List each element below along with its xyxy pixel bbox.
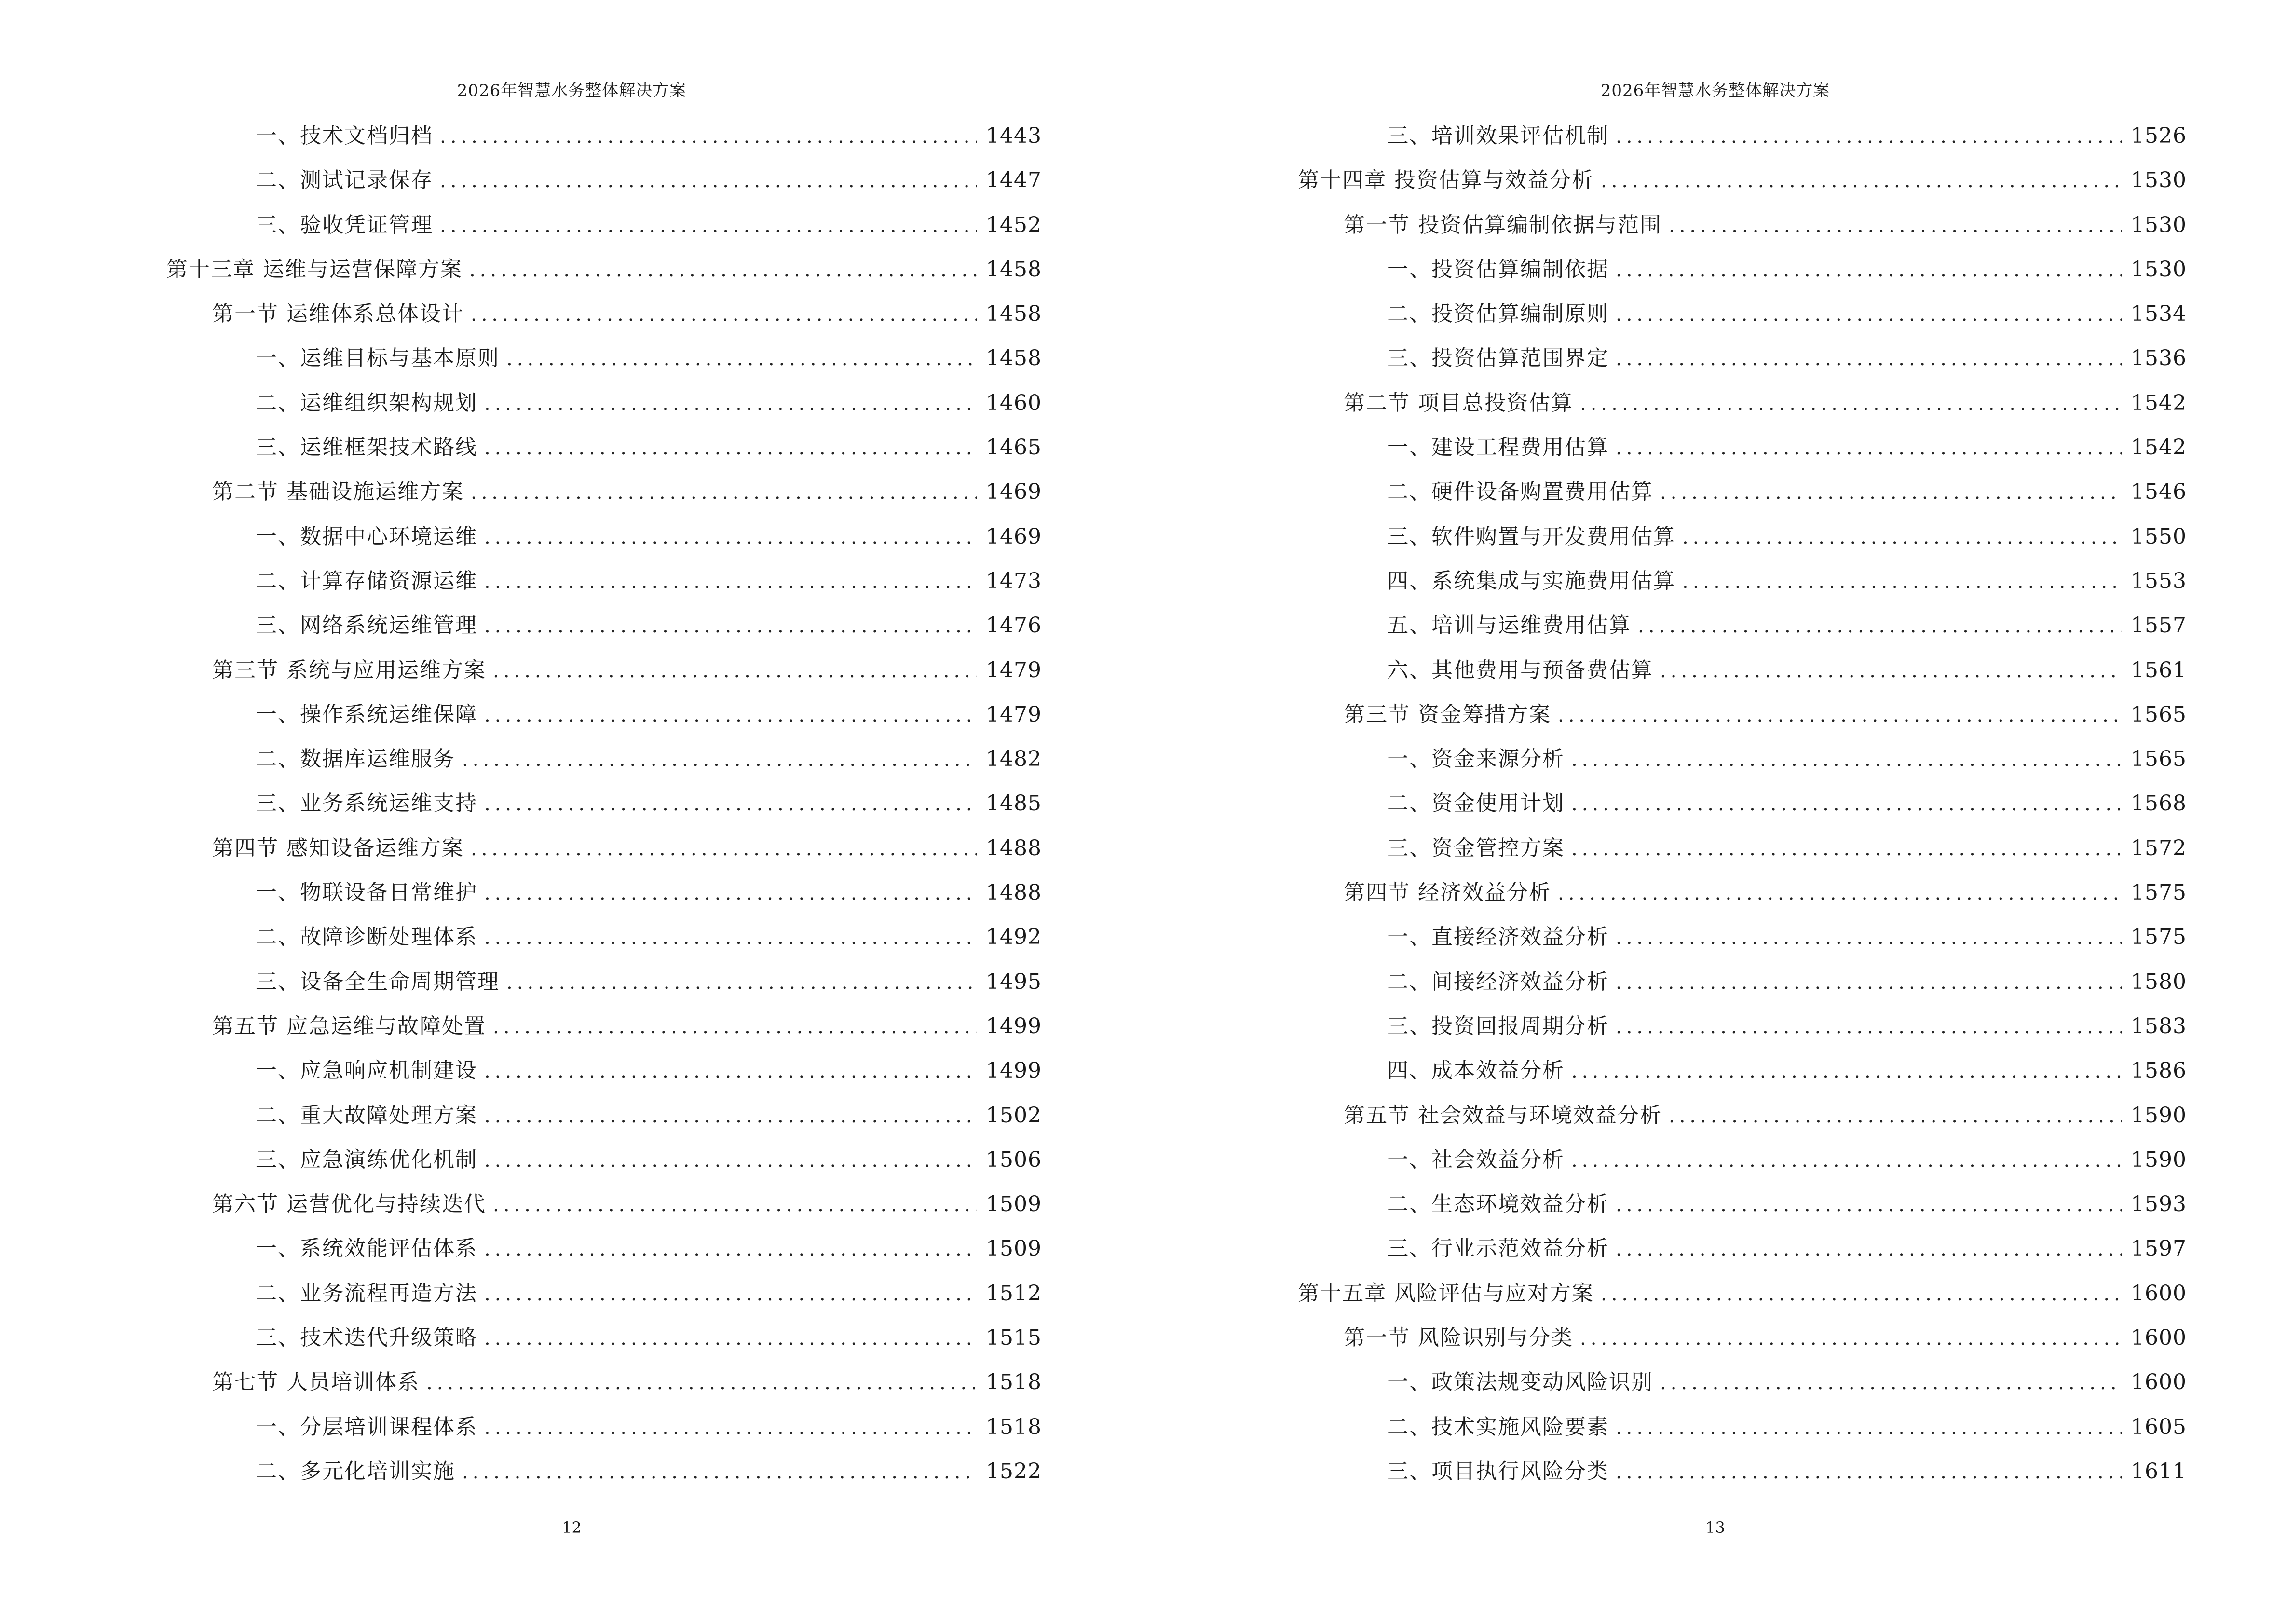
- toc-entry-title: 二、投资估算编制原则: [1387, 301, 1609, 327]
- toc-entry-title: 三、行业示范效益分析: [1387, 1236, 1609, 1261]
- toc-entry-page: 1502: [986, 1103, 1042, 1128]
- dot-leader: [493, 1194, 977, 1216]
- dot-leader: [484, 704, 977, 726]
- toc-entry-title: 二、间接经济效益分析: [1387, 969, 1609, 994]
- toc-entry-item[interactable]: [166, 118, 1042, 163]
- toc-entry-title: 第十五章 风险评估与应对方案: [1298, 1281, 1594, 1306]
- toc-entry-title: 第七节 人员培训体系: [212, 1370, 420, 1395]
- toc-entry-title: 三、设备全生命周期管理: [256, 969, 500, 994]
- toc-entry-item[interactable]: [166, 163, 1042, 207]
- dot-leader: [1571, 1149, 2122, 1172]
- toc-entry-section[interactable]: [1298, 207, 2187, 252]
- dot-leader: [1616, 1417, 2122, 1439]
- toc-entry-chapter[interactable]: [1298, 1276, 2187, 1320]
- toc-entry-page: 1458: [986, 257, 1042, 282]
- running-header: 2026年智慧水务整体解决方案: [457, 81, 687, 100]
- toc-entry-item[interactable]: [1298, 653, 2187, 697]
- toc-entry-title: 第二节 项目总投资估算: [1344, 390, 1573, 415]
- toc-entry-item[interactable]: [1298, 608, 2187, 652]
- dot-leader: [1616, 259, 2122, 281]
- toc-entry-page: 1575: [2131, 925, 2187, 950]
- toc-entry-title: 二、多元化培训实施: [256, 1459, 455, 1484]
- toc-entry-section[interactable]: [1298, 1320, 2187, 1365]
- dot-leader: [462, 749, 977, 771]
- toc-entry-page: 1590: [2131, 1147, 2187, 1172]
- toc-entry-item[interactable]: [1298, 831, 2187, 875]
- toc-entry-page: 1565: [2131, 702, 2187, 727]
- toc-entry-page: 1518: [986, 1414, 1042, 1439]
- toc-entry-page: 1605: [2131, 1414, 2187, 1439]
- dot-leader: [440, 215, 977, 237]
- dot-leader: [484, 1327, 977, 1350]
- toc-entry-item[interactable]: [1298, 786, 2187, 830]
- toc-entry-section[interactable]: [166, 1365, 1042, 1409]
- toc-entry-page: 1476: [986, 613, 1042, 638]
- toc-entry-page: 1534: [2131, 301, 2187, 327]
- toc-entry-page: 1536: [2131, 346, 2187, 371]
- toc-entry-item[interactable]: [166, 207, 1042, 252]
- dot-leader: [484, 437, 977, 459]
- toc-entry-title: 一、分层培训课程体系: [256, 1414, 477, 1439]
- toc-entry-title: 一、建设工程费用估算: [1387, 435, 1609, 460]
- toc-entry-title: 三、验收凭证管理: [256, 212, 433, 237]
- toc-entry-section[interactable]: [166, 653, 1042, 697]
- toc-entry-title: 二、资金使用计划: [1387, 791, 1565, 816]
- toc-entry-page: 1593: [2131, 1192, 2187, 1217]
- toc-entry-item[interactable]: [166, 608, 1042, 652]
- toc-entry-section[interactable]: [166, 296, 1042, 341]
- dot-leader: [1616, 1194, 2122, 1216]
- dot-leader: [1682, 571, 2122, 593]
- toc-entry-page: 1600: [2131, 1281, 2187, 1306]
- toc-entry-title: 二、运维组织架构规划: [256, 390, 477, 415]
- toc-entry-item[interactable]: [1298, 1454, 2187, 1498]
- toc-entry-page: 1447: [986, 168, 1042, 193]
- dot-leader: [440, 125, 977, 148]
- dot-leader: [1601, 170, 2122, 192]
- toc-entry-title: 第四节 感知设备运维方案: [212, 835, 464, 860]
- dot-leader: [471, 303, 977, 326]
- toc-entry-title: 一、物联设备日常维护: [256, 880, 477, 905]
- dot-leader: [471, 838, 977, 860]
- toc-list: [166, 118, 1042, 1484]
- toc-entry-page: 1590: [2131, 1103, 2187, 1128]
- dot-leader: [1558, 704, 2122, 726]
- dot-leader: [484, 393, 977, 415]
- toc-entry-page: 1583: [2131, 1013, 2187, 1038]
- toc-entry-item[interactable]: [166, 341, 1042, 385]
- toc-entry-page: 1553: [2131, 568, 2187, 593]
- toc-entry-page: 1485: [986, 791, 1042, 816]
- toc-entry-title: 一、技术文档归档: [256, 123, 433, 148]
- dot-leader: [1660, 1372, 2122, 1394]
- toc-entry-page: 1530: [2131, 212, 2187, 237]
- toc-entry-section[interactable]: [166, 1187, 1042, 1231]
- toc-entry-title: 第一节 运维体系总体设计: [212, 301, 464, 327]
- dot-leader: [1571, 1060, 2122, 1082]
- toc-entry-page: 1575: [2131, 880, 2187, 905]
- toc-entry-item[interactable]: [166, 519, 1042, 563]
- toc-entry-title: 六、其他费用与预备费估算: [1387, 657, 1653, 682]
- toc-entry-item[interactable]: [166, 697, 1042, 741]
- dot-leader: [1580, 393, 2122, 415]
- toc-entry-item[interactable]: [166, 1409, 1042, 1454]
- toc-entry-title: 三、投资估算范围界定: [1387, 346, 1609, 371]
- toc-entry-title: 一、投资估算编制依据: [1387, 257, 1609, 282]
- dot-leader: [1616, 348, 2122, 370]
- toc-entry-title: 一、数据中心环境运维: [256, 524, 477, 549]
- dot-leader: [1616, 437, 2122, 459]
- toc-entry-item[interactable]: [1298, 1365, 2187, 1409]
- toc-entry-title: 第十三章 运维与运营保障方案: [166, 257, 463, 282]
- toc-entry-page: 1443: [986, 123, 1042, 148]
- toc-entry-page: 1542: [2131, 435, 2187, 460]
- toc-entry-page: 1597: [2131, 1236, 2187, 1261]
- toc-entry-title: 第一节 风险识别与分类: [1344, 1325, 1573, 1351]
- toc-entry-title: 三、应急演练优化机制: [256, 1147, 477, 1172]
- toc-entry-item[interactable]: [1298, 252, 2187, 296]
- toc-entry-item[interactable]: [1298, 430, 2187, 474]
- toc-entry-section[interactable]: [1298, 1098, 2187, 1142]
- toc-entry-title: 第二节 基础设施运维方案: [212, 479, 464, 505]
- dot-leader: [469, 259, 977, 281]
- toc-entry-page: 1488: [986, 835, 1042, 860]
- dot-leader: [440, 170, 977, 192]
- dot-leader: [484, 882, 977, 904]
- toc-entry-title: 一、政策法规变动风险识别: [1387, 1370, 1653, 1395]
- dot-leader: [506, 348, 977, 370]
- page-number: 13: [1705, 1518, 1725, 1537]
- dot-leader: [1682, 526, 2122, 548]
- dot-leader: [506, 971, 977, 994]
- toc-entry-page: 1542: [2131, 390, 2187, 415]
- toc-entry-section[interactable]: [1298, 875, 2187, 919]
- toc-entry-page: 1492: [986, 925, 1042, 950]
- toc-entry-item[interactable]: [1298, 341, 2187, 385]
- toc-entry-item[interactable]: [166, 1276, 1042, 1320]
- toc-entry-page: 1460: [986, 390, 1042, 415]
- toc-entry-item[interactable]: [1298, 964, 2187, 1009]
- toc-entry-title: 一、直接经济效益分析: [1387, 925, 1609, 950]
- dot-leader: [484, 793, 977, 815]
- toc-entry-page: 1550: [2131, 524, 2187, 549]
- toc-entry-title: 三、软件购置与开发费用估算: [1387, 524, 1675, 549]
- dot-leader: [1669, 1105, 2122, 1127]
- dot-leader: [1660, 481, 2122, 504]
- dot-leader: [1638, 615, 2122, 637]
- dot-leader: [1616, 1016, 2122, 1038]
- toc-entry-page: 1568: [2131, 791, 2187, 816]
- toc-entry-item[interactable]: [1298, 519, 2187, 563]
- toc-entry-title: 二、故障诊断处理体系: [256, 925, 477, 950]
- toc-entry-item[interactable]: [1298, 118, 2187, 163]
- toc-entry-page: 1530: [2131, 168, 2187, 193]
- toc-entry-page: 1479: [986, 702, 1042, 727]
- toc-entry-page: 1452: [986, 212, 1042, 237]
- dot-leader: [1616, 125, 2122, 148]
- toc-entry-section[interactable]: [166, 831, 1042, 875]
- dot-leader: [484, 526, 977, 548]
- toc-entry-title: 一、资金来源分析: [1387, 747, 1565, 772]
- toc-entry-page: 1518: [986, 1370, 1042, 1395]
- toc-entry-title: 三、培训效果评估机制: [1387, 123, 1609, 148]
- toc-entry-page: 1499: [986, 1013, 1042, 1038]
- toc-entry-item[interactable]: [1298, 1231, 2187, 1275]
- toc-entry-title: 四、系统集成与实施费用估算: [1387, 568, 1675, 593]
- toc-entry-title: 二、测试记录保存: [256, 168, 433, 193]
- toc-entry-page: 1469: [986, 479, 1042, 505]
- dot-leader: [1616, 1461, 2122, 1483]
- toc-entry-page: 1580: [2131, 969, 2187, 994]
- dot-leader: [493, 1016, 977, 1038]
- toc-entry-title: 三、技术迭代升级策略: [256, 1325, 477, 1351]
- toc-entry-item[interactable]: [1298, 1142, 2187, 1187]
- dot-leader: [1616, 927, 2122, 949]
- dot-leader: [484, 927, 977, 949]
- dot-leader: [484, 571, 977, 593]
- toc-entry-title: 三、运维框架技术路线: [256, 435, 477, 460]
- toc-page-right: [1144, 0, 2287, 1624]
- toc-entry-page: 1509: [986, 1236, 1042, 1261]
- toc-entry-title: 二、硬件设备购置费用估算: [1387, 479, 1653, 505]
- toc-entry-title: 二、业务流程再造方法: [256, 1281, 477, 1306]
- toc-entry-title: 第十四章 投资估算与效益分析: [1298, 168, 1594, 193]
- toc-entry-item[interactable]: [166, 430, 1042, 474]
- toc-entry-title: 五、培训与运维费用估算: [1387, 613, 1631, 638]
- dot-leader: [1660, 660, 2122, 682]
- toc-entry-page: 1465: [986, 435, 1042, 460]
- toc-entry-title: 四、成本效益分析: [1387, 1058, 1565, 1083]
- toc-entry-item[interactable]: [166, 964, 1042, 1009]
- toc-entry-title: 一、运维目标与基本原则: [256, 346, 500, 371]
- toc-entry-item[interactable]: [166, 1454, 1042, 1498]
- toc-entry-page: 1512: [986, 1281, 1042, 1306]
- toc-entry-page: 1509: [986, 1192, 1042, 1217]
- dot-leader: [1616, 1238, 2122, 1260]
- toc-entry-title: 二、重大故障处理方案: [256, 1103, 477, 1128]
- toc-entry-item[interactable]: [166, 786, 1042, 830]
- toc-entry-title: 三、业务系统运维支持: [256, 791, 477, 816]
- toc-entry-item[interactable]: [1298, 474, 2187, 519]
- toc-entry-item[interactable]: [1298, 563, 2187, 608]
- toc-entry-title: 三、资金管控方案: [1387, 835, 1565, 860]
- toc-entry-page: 1600: [2131, 1370, 2187, 1395]
- dot-leader: [426, 1372, 977, 1394]
- toc-entry-page: 1473: [986, 568, 1042, 593]
- dot-leader: [1558, 882, 2122, 904]
- toc-entry-item[interactable]: [166, 1053, 1042, 1097]
- toc-entry-title: 第四节 经济效益分析: [1344, 880, 1551, 905]
- toc-entry-page: 1515: [986, 1325, 1042, 1351]
- dot-leader: [1669, 215, 2122, 237]
- dot-leader: [484, 1105, 977, 1127]
- toc-entry-title: 第五节 应急运维与故障处置: [212, 1013, 486, 1038]
- toc-entry-page: 1488: [986, 880, 1042, 905]
- toc-entry-item[interactable]: [1298, 296, 2187, 341]
- toc-entry-page: 1522: [986, 1459, 1042, 1484]
- toc-entry-item[interactable]: [166, 1098, 1042, 1142]
- toc-entry-page: 1526: [2131, 123, 2187, 148]
- toc-entry-item[interactable]: [1298, 919, 2187, 964]
- toc-entry-item[interactable]: [166, 1142, 1042, 1187]
- toc-entry-title: 一、应急响应机制建设: [256, 1058, 477, 1083]
- dot-leader: [462, 1461, 977, 1483]
- toc-entry-page: 1546: [2131, 479, 2187, 505]
- toc-entry-page: 1565: [2131, 747, 2187, 772]
- toc-entry-title: 二、生态环境效益分析: [1387, 1192, 1609, 1217]
- toc-entry-item[interactable]: [166, 741, 1042, 786]
- toc-entry-chapter[interactable]: [1298, 163, 2187, 207]
- dot-leader: [484, 615, 977, 637]
- toc-entry-page: 1600: [2131, 1325, 2187, 1351]
- toc-entry-title: 二、计算存储资源运维: [256, 568, 477, 593]
- toc-entry-page: 1572: [2131, 835, 2187, 860]
- toc-list: [1298, 118, 2187, 1484]
- toc-entry-title: 第五节 社会效益与环境效益分析: [1344, 1103, 1662, 1128]
- dot-leader: [1571, 749, 2122, 771]
- dot-leader: [1616, 971, 2122, 994]
- toc-entry-item[interactable]: [1298, 1009, 2187, 1053]
- running-header: 2026年智慧水务整体解决方案: [1600, 81, 1830, 100]
- toc-entry-title: 第六节 运营优化与持续迭代: [212, 1192, 486, 1217]
- toc-entry-chapter[interactable]: [166, 252, 1042, 296]
- dot-leader: [1616, 303, 2122, 326]
- dot-leader: [484, 1060, 977, 1082]
- toc-entry-page: 1479: [986, 657, 1042, 682]
- toc-entry-page: 1611: [2131, 1459, 2187, 1484]
- toc-entry-item[interactable]: [1298, 1187, 2187, 1231]
- page-number: 12: [562, 1518, 582, 1537]
- toc-entry-title: 第三节 系统与应用运维方案: [212, 657, 486, 682]
- toc-entry-page: 1469: [986, 524, 1042, 549]
- toc-entry-title: 二、技术实施风险要素: [1387, 1414, 1609, 1439]
- toc-entry-title: 三、投资回报周期分析: [1387, 1013, 1609, 1038]
- toc-entry-item[interactable]: [166, 1231, 1042, 1275]
- toc-entry-item[interactable]: [166, 563, 1042, 608]
- toc-entry-title: 三、网络系统运维管理: [256, 613, 477, 638]
- toc-entry-page: 1557: [2131, 613, 2187, 638]
- toc-entry-title: 三、项目执行风险分类: [1387, 1459, 1609, 1484]
- toc-entry-section[interactable]: [166, 1009, 1042, 1053]
- toc-entry-page: 1495: [986, 969, 1042, 994]
- toc-entry-section[interactable]: [166, 474, 1042, 519]
- dot-leader: [484, 1238, 977, 1260]
- toc-entry-item[interactable]: [1298, 1053, 2187, 1097]
- toc-entry-page: 1482: [986, 747, 1042, 772]
- toc-entry-title: 第一节 投资估算编制依据与范围: [1344, 212, 1662, 237]
- toc-entry-page: 1530: [2131, 257, 2187, 282]
- toc-entry-section[interactable]: [1298, 697, 2187, 741]
- toc-entry-page: 1561: [2131, 657, 2187, 682]
- toc-entry-page: 1506: [986, 1147, 1042, 1172]
- toc-entry-item[interactable]: [1298, 741, 2187, 786]
- toc-entry-item[interactable]: [166, 919, 1042, 964]
- dot-leader: [1571, 793, 2122, 815]
- toc-entry-section[interactable]: [1298, 385, 2187, 430]
- dot-leader: [493, 660, 977, 682]
- toc-entry-item[interactable]: [166, 875, 1042, 919]
- toc-entry-item[interactable]: [1298, 1409, 2187, 1454]
- dot-leader: [1601, 1283, 2122, 1305]
- dot-leader: [484, 1149, 977, 1172]
- toc-entry-title: 一、系统效能评估体系: [256, 1236, 477, 1261]
- toc-entry-item[interactable]: [166, 1320, 1042, 1365]
- toc-entry-page: 1499: [986, 1058, 1042, 1083]
- toc-entry-title: 二、数据库运维服务: [256, 747, 455, 772]
- toc-entry-title: 一、操作系统运维保障: [256, 702, 477, 727]
- dot-leader: [1571, 838, 2122, 860]
- dot-leader: [484, 1283, 977, 1305]
- toc-entry-page: 1586: [2131, 1058, 2187, 1083]
- toc-entry-page: 1458: [986, 301, 1042, 327]
- dot-leader: [471, 481, 977, 504]
- toc-entry-item[interactable]: [166, 385, 1042, 430]
- dot-leader: [484, 1417, 977, 1439]
- toc-entry-title: 第三节 资金筹措方案: [1344, 702, 1551, 727]
- toc-entry-page: 1458: [986, 346, 1042, 371]
- toc-entry-title: 一、社会效益分析: [1387, 1147, 1565, 1172]
- dot-leader: [1580, 1327, 2122, 1350]
